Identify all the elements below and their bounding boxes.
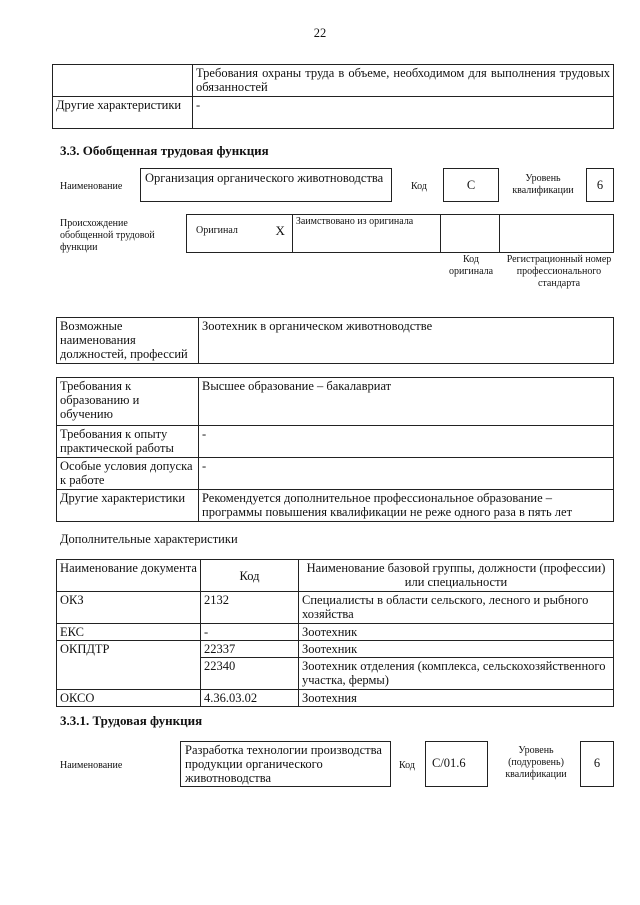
requirements-table (56, 377, 614, 522)
header-doc: Наименование документа (57, 560, 201, 592)
orig-code-cell (440, 215, 500, 253)
row-doc: ОКПДТР (57, 641, 201, 690)
orig-code-label: Код оригинала (448, 254, 494, 277)
gtf-level-value: 6 (586, 168, 614, 202)
origin-original-cell (187, 215, 293, 253)
row-doc: ОКСО (57, 690, 201, 707)
row-doc: ОКЗ (57, 592, 201, 624)
table-row (57, 592, 614, 624)
tf-name-label: Наименование (60, 760, 123, 771)
original-label: Оригинал (196, 225, 238, 236)
positions-table (56, 317, 614, 364)
gtf-code-value: C (443, 168, 499, 202)
borrowed-label: Заимствовано из оригинала (292, 215, 440, 253)
top-table (52, 64, 614, 129)
reg-number-label: Регистрационный номер профессионального стандарта (506, 254, 612, 289)
tf-level-label: Уровень (подуровень) квалификации (505, 745, 567, 780)
row-code: 22337 (201, 641, 299, 658)
row-doc: ЕКС (57, 624, 201, 641)
top-row1-value: Требования охраны труда в объеме, необходимом для выполнения трудовых обязанностей (193, 65, 614, 97)
positions-label: Возможные наименования должностей, профессий (57, 318, 199, 364)
row-name: Специалисты в области сельского, лесного и рыбного хозяйства (299, 592, 614, 624)
header-name: Наименование базовой группы, должности (профессии) или специальности (299, 560, 614, 592)
req-label: Требования к образованию и обучению (57, 378, 199, 426)
row-code: - (201, 624, 299, 641)
additional-title: Дополнительные характеристики (60, 532, 238, 546)
top-row2-label: Другие характеристики (53, 97, 193, 129)
table-row (57, 641, 614, 658)
req-value: - (199, 426, 614, 458)
tf-code-label: Код (399, 760, 415, 771)
row-name: Зоотехния (299, 690, 614, 707)
gtf-origin-label: Происхождение обобщенной трудовой функции (60, 218, 155, 253)
header-code: Код (201, 560, 299, 592)
table-row (57, 690, 614, 707)
tf-name-value: Разработка технологии производства продукции органического животноводства (180, 741, 391, 787)
tf-level-value: 6 (580, 741, 614, 787)
req-value: Высшее образование – бакалавриат (199, 378, 614, 426)
row-name: Зоотехник (299, 624, 614, 641)
row-name: Зоотехник (299, 641, 614, 658)
row-code: 4.36.03.02 (201, 690, 299, 707)
req-value: - (199, 458, 614, 490)
additional-table (56, 559, 614, 707)
original-mark: X (275, 223, 285, 238)
reg-number-cell (500, 215, 614, 253)
req-label: Другие характеристики (57, 490, 199, 522)
tf-code-value: C/01.6 (425, 741, 488, 787)
section-title: 3.3. Обобщенная трудовая функция (60, 143, 269, 158)
row-code: 2132 (201, 592, 299, 624)
req-label: Особые условия допуска к работе (57, 458, 199, 490)
table-row (57, 624, 614, 641)
page-number: 22 (313, 26, 327, 40)
positions-value: Зоотехник в органическом животноводстве (199, 318, 614, 364)
top-row1-label (53, 65, 193, 97)
gtf-level-label: Уровень квалификации (512, 173, 574, 196)
req-label: Требования к опыту практической работы (57, 426, 199, 458)
row-code: 22340 (201, 658, 299, 690)
gtf-code-label: Код (411, 181, 427, 192)
subsection-title: 3.3.1. Трудовая функция (60, 713, 203, 728)
origin-table (186, 214, 614, 253)
gtf-name-value: Организация органического животноводства (140, 168, 392, 202)
req-value: Рекомендуется дополнительное профессиональное образование – программы повышения квалификации не реже одного раза в пять лет (199, 490, 614, 522)
row-name: Зоотехник отделения (комплекса, сельскохозяйственного участка, фермы) (299, 658, 614, 690)
top-row2-value: - (193, 97, 614, 129)
gtf-name-label: Наименование (60, 181, 123, 192)
